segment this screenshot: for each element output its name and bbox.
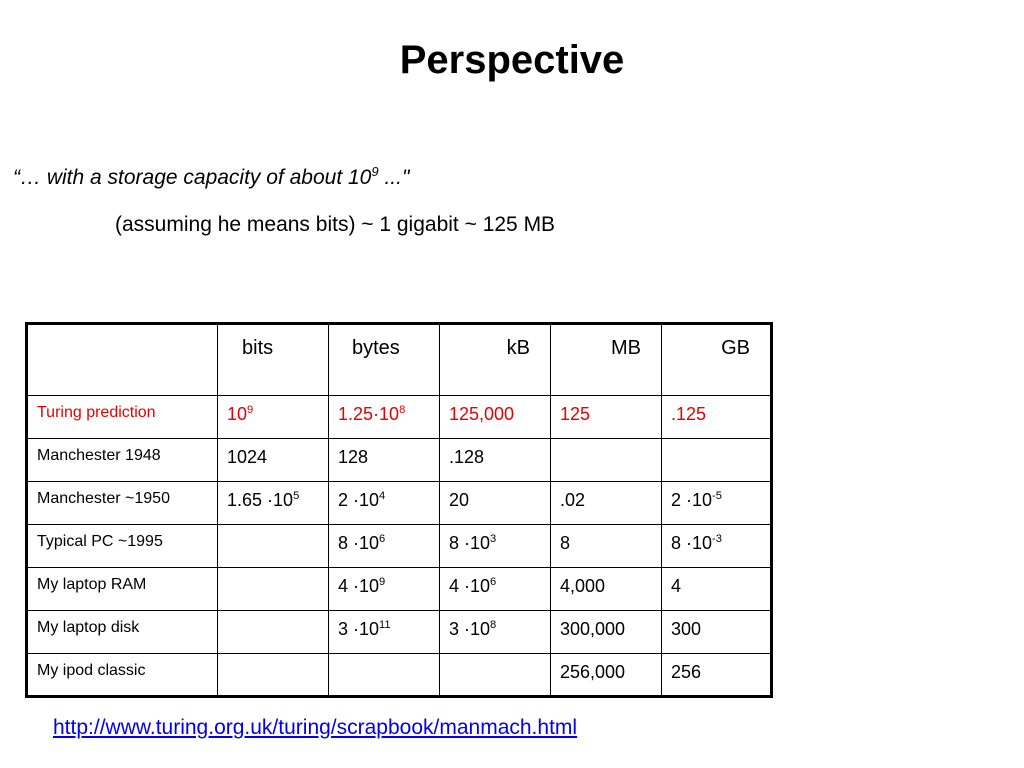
cell-exponent: 11 [379,619,391,631]
cell-value: 10 [227,404,248,424]
cell-value: 3 ·10 [449,619,491,639]
cell-value: 256,000 [560,662,626,682]
cell-value: 4 ·10 [449,576,491,596]
cell-exponent: 8 [490,619,497,631]
cell-value: 256 [671,662,702,682]
cell-value: 1.25·10 [338,404,400,424]
table-cell [551,654,662,697]
table-row [27,525,772,568]
table-cell [551,611,662,654]
table-cell [440,611,551,654]
table-cell [551,396,662,439]
row-label: Manchester ~1950 [27,482,218,525]
table-cell [662,611,772,654]
row-label: Turing prediction [27,396,218,439]
quote-suffix: ..." [378,166,410,189]
cell-exponent: 8 [399,404,406,416]
cell-value: 128 [338,447,369,467]
cell-value: 125,000 [449,404,515,424]
quote-text [13,166,409,190]
cell-value: .128 [449,447,485,467]
table-cell [218,654,329,697]
header-empty [27,324,218,396]
table-row [27,568,772,611]
cell-exponent: 5 [293,490,300,502]
table-cell [551,482,662,525]
cell-exponent: 9 [379,576,386,588]
table-cell [329,525,440,568]
table-cell [440,482,551,525]
cell-value: 8 ·10 [449,533,491,553]
table-cell [551,525,662,568]
header-gb: GB [662,324,772,396]
cell-value: 2 ·10 [671,490,713,510]
cell-value: 300 [671,619,702,639]
source-link[interactable]: http://www.turing.org.uk/turing/scrapbook/manmach.html [53,716,578,739]
header-bits: bits [218,324,329,396]
cell-value: 300,000 [560,619,626,639]
cell-value: 1.65 ·10 [227,490,294,510]
row-label: My laptop disk [27,611,218,654]
table-cell [440,568,551,611]
cell-value: .125 [671,404,707,424]
row-label: Typical PC ~1995 [27,525,218,568]
table-cell [662,439,772,482]
table-cell [329,482,440,525]
cell-value: 1024 [227,447,268,467]
table-row [27,654,772,697]
table-cell [662,396,772,439]
cell-exponent: -5 [712,490,722,502]
header-mb: MB [551,324,662,396]
cell-exponent: 4 [379,490,386,502]
table-cell [329,654,440,697]
table-cell [218,439,329,482]
cell-exponent: 6 [379,533,386,545]
table-cell [329,568,440,611]
cell-value: 4 [671,576,682,596]
cell-value: 125 [560,404,591,424]
table-cell [329,396,440,439]
table-cell [329,439,440,482]
table-cell [218,611,329,654]
cell-value: 8 [560,533,571,553]
page-title: Perspective [399,38,625,82]
cell-exponent: 9 [247,404,254,416]
cell-exponent: -3 [712,533,722,545]
table-cell [218,482,329,525]
cell-exponent: 3 [490,533,497,545]
table-row [27,611,772,654]
table-row [27,482,772,525]
table-cell [440,439,551,482]
table-row [27,439,772,482]
table-cell [551,439,662,482]
assumption-text: (assuming he means bits) ~ 1 gigabit ~ 125 MB [115,213,556,236]
cell-value: 8 ·10 [338,533,380,553]
table-cell [440,525,551,568]
cell-exponent: 6 [490,576,497,588]
header-kb: kB [440,324,551,396]
cell-value: .02 [560,490,586,510]
table-cell [551,568,662,611]
table-cell [218,568,329,611]
table-cell [440,396,551,439]
row-label: My ipod classic [27,654,218,697]
table-cell [218,396,329,439]
table-cell [662,654,772,697]
table-row [27,396,772,439]
cell-value: 4,000 [560,576,606,596]
row-label: My laptop RAM [27,568,218,611]
table-cell [218,525,329,568]
cell-value: 20 [449,490,470,510]
table-cell [440,654,551,697]
table-cell [329,611,440,654]
table-cell [662,482,772,525]
cell-value: 4 ·10 [338,576,380,596]
table-header-row [27,324,772,396]
quote-prefix: “… with a storage capacity of about 10 [13,166,372,189]
cell-value: 2 ·10 [338,490,380,510]
cell-value: 3 ·10 [338,619,380,639]
header-bytes: bytes [329,324,440,396]
cell-value: 8 ·10 [671,533,713,553]
table-cell [662,568,772,611]
quote-exponent: 9 [371,164,379,179]
storage-comparison-table [25,322,773,698]
table-cell [662,525,772,568]
row-label: Manchester 1948 [27,439,218,482]
